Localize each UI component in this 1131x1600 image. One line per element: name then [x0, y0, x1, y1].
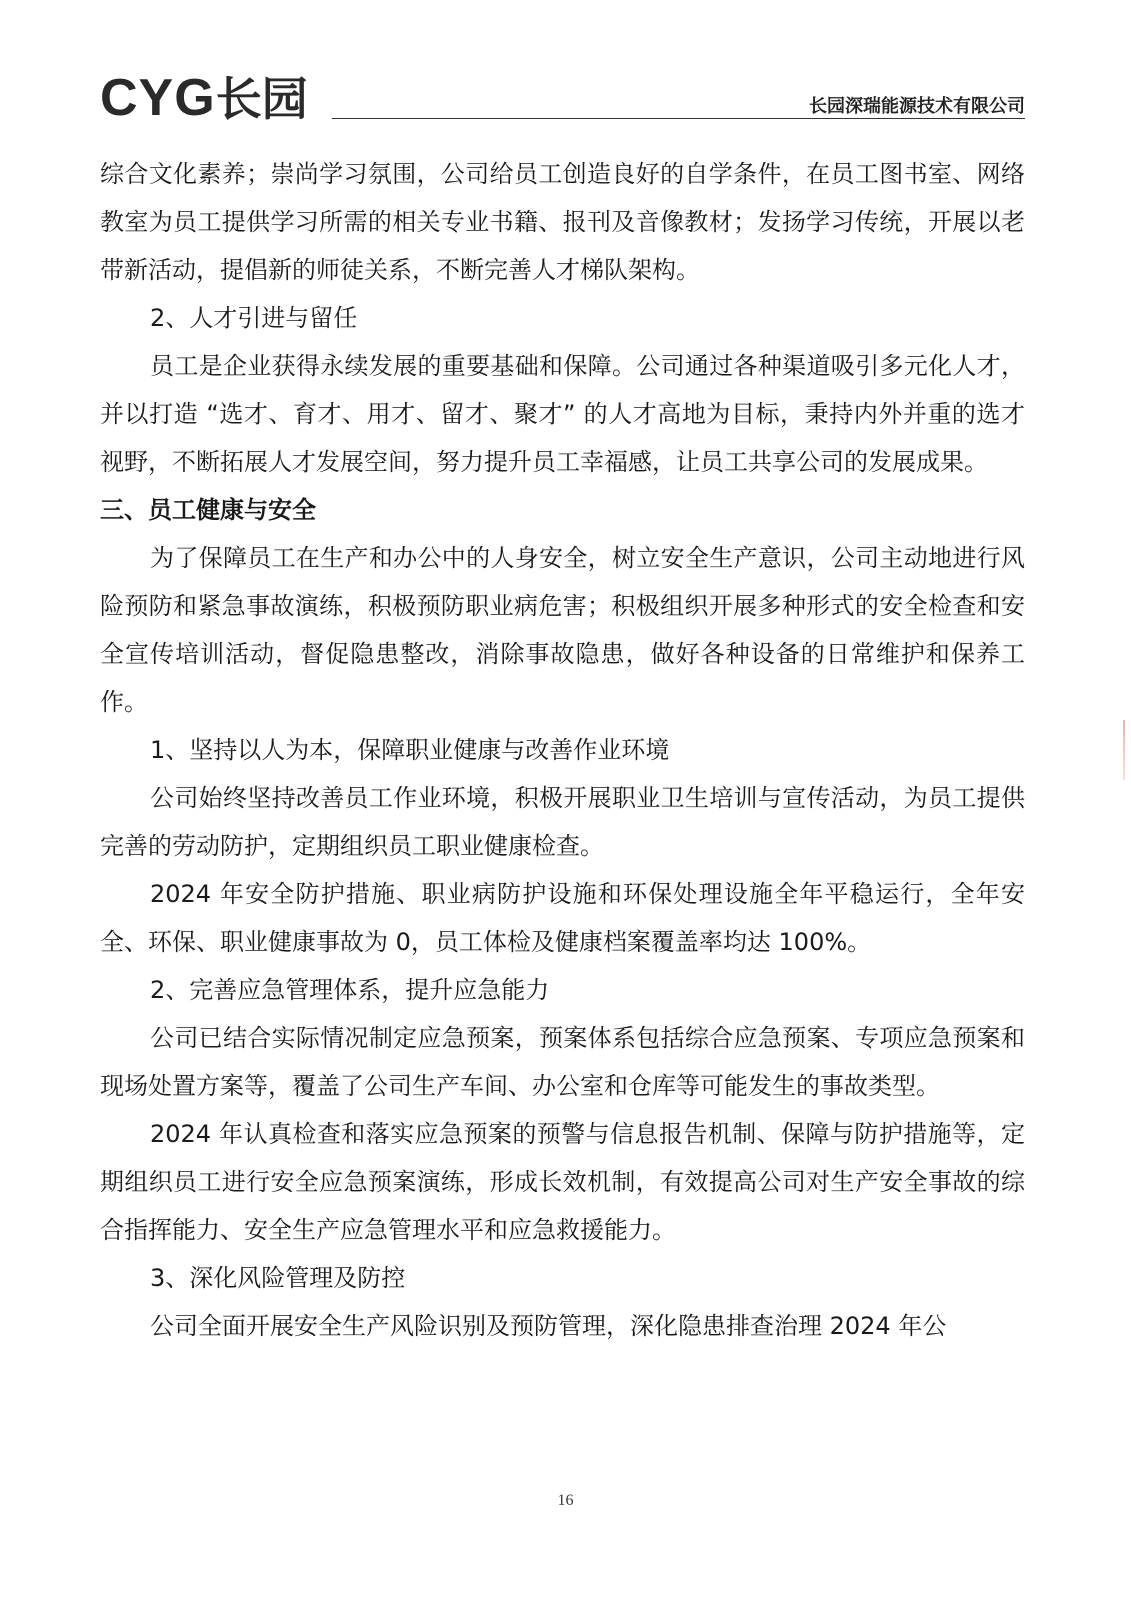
section-heading-health-safety: 三、员工健康与安全 [100, 496, 316, 524]
page-header [100, 69, 1025, 127]
company-logo [100, 69, 308, 127]
page-body [100, 150, 1025, 1350]
paragraph-emergency-plans: 公司已结合实际情况制定应急预案，预案体系包括综合应急预案、专项应急预案和现场处置方案等，覆盖了公司生产车间、办公室和仓库等可能发生的事故类型。 [100, 1024, 1025, 1100]
paragraph-talent: 员工是企业获得永续发展的重要基础和保障。公司通过各种渠道吸引多元化人才，并以打造 “选才、育才、用才、留才、聚才” 的人才高地为目标，秉持内外并重的选才视野，不断拓展人才发展空间，努力提升员工幸福感，让员工共享公司的发展成果。 [100, 352, 1025, 476]
logo-latin: CYG [100, 69, 216, 127]
subheading-emergency: 2、完善应急管理体系，提升应急能力 [150, 976, 550, 1004]
paragraph-work-environment: 公司始终坚持改善员工作业环境，积极开展职业卫生培训与宣传活动，为员工提供完善的劳动防护，定期组织员工职业健康检查。 [100, 784, 1025, 860]
paragraph-safety: 为了保障员工在生产和办公中的人身安全，树立安全生产意识，公司主动地进行风险预防和紧急事故演练，积极预防职业病危害；积极组织开展多种形式的安全检查和安全宣传培训活动，督促隐患整改，消除事故隐患，做好各种设备的日常维护和保养工作。 [100, 544, 1025, 716]
header-rule [332, 118, 1025, 119]
paragraph-2024-safety-stats: 2024 年安全防护措施、职业病防护设施和环保处理设施全年平稳运行，全年安全、环保、职业健康事故为 0，员工体检及健康档案覆盖率均达 100%。 [100, 880, 1025, 956]
logo-chinese: 长园 [215, 72, 308, 126]
subheading-risk-management: 3、深化风险管理及防控 [150, 1264, 406, 1292]
scan-edge-mark [1123, 720, 1125, 780]
company-name: 长园深瑞能源技术有限公司 [809, 96, 1025, 117]
page-number: 16 [557, 1492, 574, 1509]
subheading-talent-retention: 2、人才引进与留任 [150, 304, 358, 332]
paragraph-continuation: 综合文化素养；崇尚学习氛围，公司给员工创造良好的自学条件，在员工图书室、网络教室为员工提供学习所需的相关专业书籍、报刊及音像教材；发扬学习传统，开展以老带新活动，提倡新的师徒关系，不断完善人才梯队架构。 [100, 160, 1025, 284]
paragraph-risk: 公司全面开展安全生产风险识别及预防管理，深化隐患排查治理 2024 年公 [150, 1312, 947, 1340]
paragraph-2024-emergency: 2024 年认真检查和落实应急预案的预警与信息报告机制、保障与防护措施等，定期组织员工进行安全应急预案演练，形成长效机制，有效提高公司对生产安全事故的综合指挥能力、安全生产应急管理水平和应急救援能力。 [100, 1120, 1025, 1244]
subheading-occupational-health: 1、坚持以人为本，保障职业健康与改善作业环境 [150, 736, 670, 764]
